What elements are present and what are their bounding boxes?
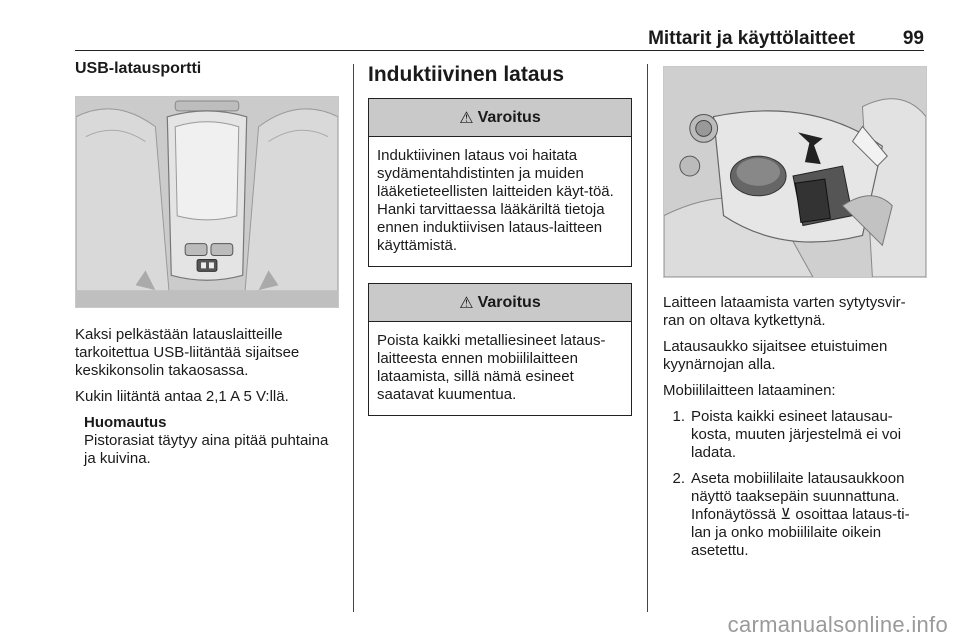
warning-label: Varoitus <box>477 108 541 126</box>
charging-steps-intro: Mobiililaitteen lataaminen: <box>663 382 836 399</box>
column-divider-right <box>647 64 648 612</box>
usb-power-spec: Kukin liitäntä antaa 2,1 A 5 V:llä. <box>75 388 289 405</box>
center-console-image <box>76 97 338 307</box>
page-header-title: Mittarit ja käyttölaitteet <box>648 28 855 49</box>
column-usb <box>75 60 340 468</box>
inductive-section-title: Induktiivinen lataus <box>368 63 565 86</box>
header-rule <box>75 50 924 51</box>
usb-note <box>84 414 340 468</box>
charging-slot-illustration <box>663 66 927 278</box>
warning-header <box>369 284 631 322</box>
warning-triangle-icon: ⚠ <box>459 109 474 127</box>
step-text: Poista kaikki esineet latausau-kosta, muuten järjestelmä ei voi ladata. <box>691 408 902 461</box>
warning-text: Poista kaikki metalliesineet lataus-laitteesta ennen mobiililaitteen lataamista, sillä nämä esineet saatavat kuumentua. <box>377 332 606 403</box>
column-charging-steps <box>663 66 927 568</box>
page-number: 99 <box>902 28 924 49</box>
charging-steps-list <box>669 408 927 560</box>
list-item <box>669 470 927 560</box>
step-number: 1. <box>672 408 685 425</box>
note-text: Pistorasiat täytyy aina pitää puhtaina ja kuivina. <box>84 432 329 467</box>
column-inductive <box>368 60 632 432</box>
ignition-requirement: Laitteen lataamista varten sytytysvir-ran on oltava kytkettynä. <box>663 294 906 329</box>
slot-location: Latausaukko sijaitsee etuistuimen kyynärnojan alla. <box>663 338 888 373</box>
usb-port-illustration <box>75 96 339 308</box>
note-title: Huomautus <box>84 414 167 431</box>
list-item <box>669 408 927 462</box>
warning-header <box>369 99 631 137</box>
step-number: 2. <box>672 470 685 487</box>
column-divider-left <box>353 64 354 612</box>
usb-description: Kaksi pelkästään latauslaitteille tarkoitettua USB-liitäntää sijaitsee keskikonsolin takaosassa. <box>75 326 300 379</box>
warning-box-pacemaker <box>368 98 632 267</box>
warning-label: Varoitus <box>477 293 541 311</box>
warning-box-metal <box>368 283 632 416</box>
warning-triangle-icon: ⚠ <box>459 294 474 312</box>
site-watermark: carmanualsonline.info <box>727 612 948 637</box>
charging-slot-image <box>664 67 926 277</box>
warning-text: Induktiivinen lataus voi haitata sydämentahdistinten ja muiden lääketieteellisten laitteiden käyt-töä. Hanki tarvittaessa lääkäriltä tietoja ennen induktiivisen lataus-laitteen käyttämistä. <box>377 147 614 254</box>
usb-section-title: USB-latausportti <box>75 60 202 77</box>
step-text: Aseta mobiililaite latausaukkoon näyttö taaksepäin suunnattuna. Infonäytössä ⊻ osoittaa lataus-ti-lan ja onko mobiililaite oikein asetettu. <box>691 470 910 559</box>
